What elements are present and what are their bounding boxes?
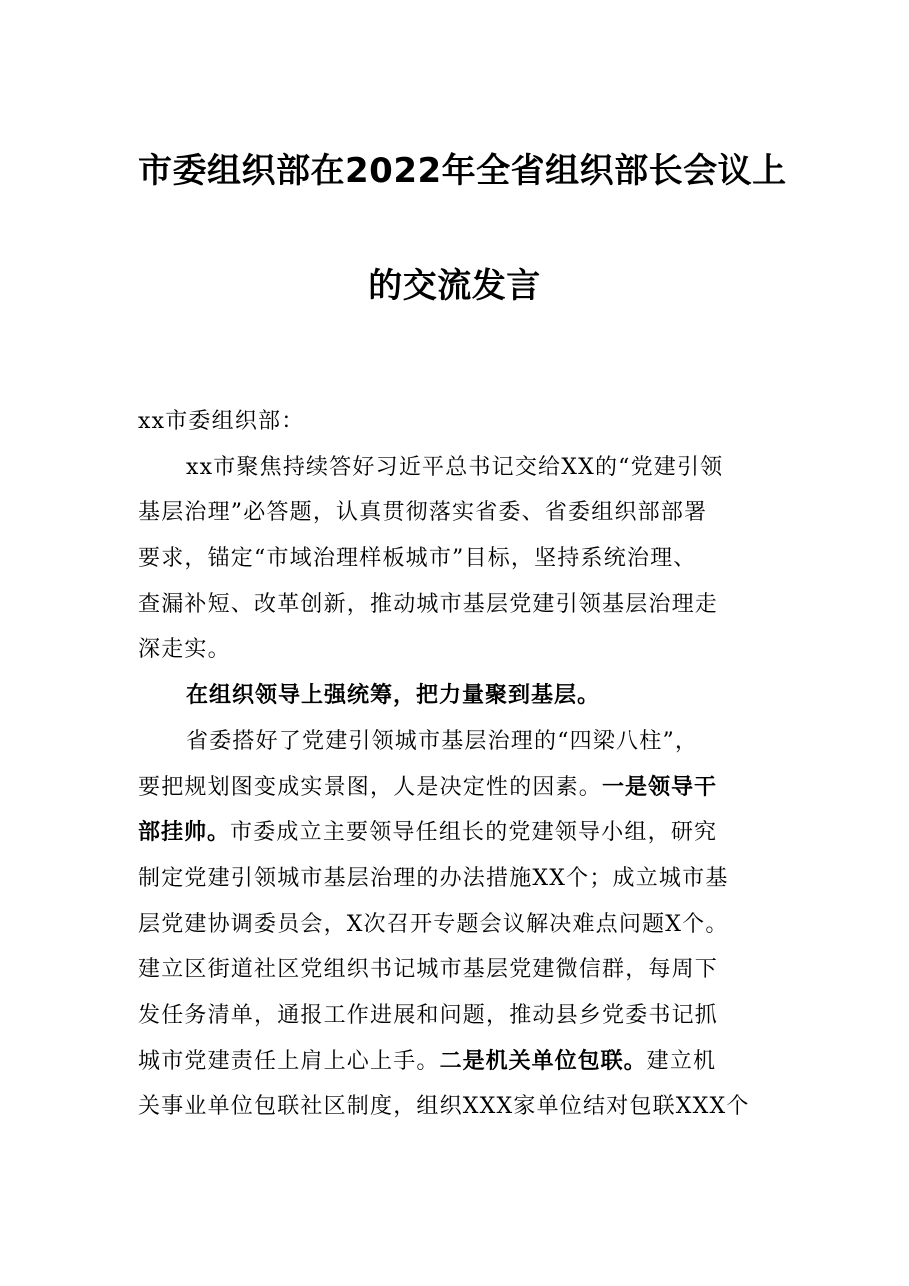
paragraph-1-line: 查漏补短、改革创新，推动城市基层党建引领基层治理走 — [138, 591, 719, 617]
section-1-line: 层党建协调委员会，X次召开专题会议解决难点问题X个。 — [138, 911, 729, 937]
point-1-heading-cont: 部挂帅。 — [138, 820, 231, 846]
section-1-line — [138, 810, 771, 856]
salutation: xx市委组织部： — [138, 409, 305, 434]
paragraph-1-line: 基层治理”必答题，认真贯彻落实省委、省委组织部部署 — [138, 500, 708, 526]
document-body — [138, 399, 771, 1130]
section-1-line: 发任务清单，通报工作进展和问题，推动县乡党委书记抓 — [138, 1002, 719, 1028]
paragraph-1-line: 深走实。 — [138, 637, 231, 663]
document-title-line-2: 的交流发言 — [368, 266, 541, 306]
section-1-heading: 在组织领导上强统筹，把力量聚到基层。 — [186, 683, 601, 709]
section-1-line: 建立区街道社区党组织书记城市基层党建微信群，每周下 — [138, 957, 719, 983]
point-1-heading: 一是领导干 — [602, 774, 718, 800]
body-text: 要把规划图变成实景图，人是决定性的因素。 — [138, 774, 603, 800]
point-2-heading: 二是机关单位包联。 — [439, 1048, 647, 1074]
body-text: 城市党建责任上肩上心上手。 — [138, 1048, 440, 1074]
body-text: 建立机 — [646, 1048, 717, 1074]
document-title-line-1: 市委组织部在2022年全省组织部长会议上 — [138, 151, 787, 191]
section-1-line — [138, 1039, 771, 1085]
paragraph-1-line: xx市聚焦持续答好习近平总书记交给XX的“党建引领 — [186, 454, 724, 480]
body-text: 市委成立主要领导任组长的党建领导小组，研究 — [230, 820, 718, 846]
section-1-line: 制定党建引领城市基层治理的办法措施XX个；成立城市基 — [138, 865, 729, 891]
section-1-line: 关事业单位包联社区制度，组织XXX家单位结对包联XXX个 — [138, 1094, 750, 1120]
section-1-line — [138, 765, 771, 811]
paragraph-1-line: 要求，锚定“市域治理样板城市”目标，坚持系统治理、 — [138, 546, 697, 572]
section-1-line: 省委搭好了党建引领城市基层治理的“四梁八柱”， — [186, 728, 699, 754]
